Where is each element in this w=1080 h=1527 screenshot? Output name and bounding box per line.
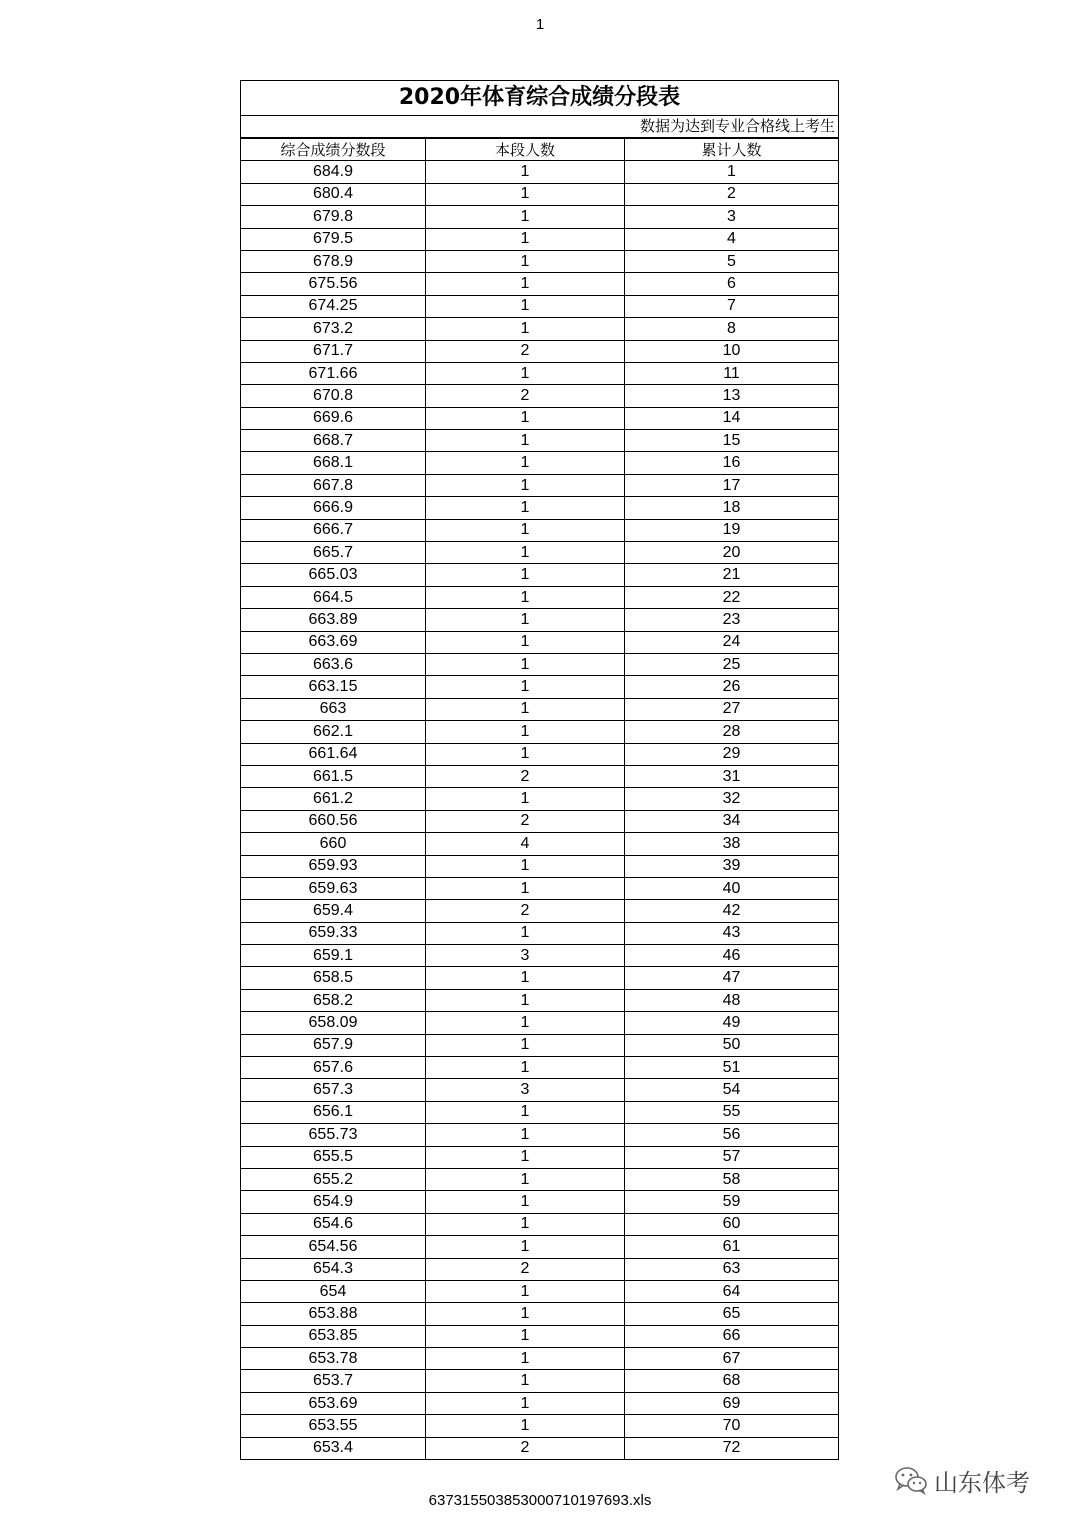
score-cell: 658.5 [241, 967, 426, 989]
score-cell: 674.25 [241, 295, 426, 317]
score-cell: 660.56 [241, 810, 426, 832]
table-row [241, 1348, 838, 1370]
table-row [241, 967, 838, 989]
count-cell: 1 [426, 609, 625, 631]
table-row [241, 833, 838, 855]
count-cell: 1 [426, 721, 625, 743]
cumulative-cell: 57 [625, 1146, 839, 1168]
score-cell: 684.9 [241, 161, 426, 183]
count-cell: 2 [426, 810, 625, 832]
score-cell: 661.2 [241, 788, 426, 810]
cumulative-cell: 51 [625, 1057, 839, 1079]
count-cell: 1 [426, 407, 625, 429]
table-row [241, 340, 838, 362]
count-cell: 1 [426, 1415, 625, 1437]
score-cell: 679.5 [241, 228, 426, 250]
score-cell: 659.4 [241, 900, 426, 922]
count-cell: 1 [426, 989, 625, 1011]
count-cell: 1 [426, 1280, 625, 1302]
table-row [241, 586, 838, 608]
cumulative-cell: 27 [625, 698, 839, 720]
table-row [241, 945, 838, 967]
score-cell: 667.8 [241, 474, 426, 496]
cumulative-cell: 25 [625, 653, 839, 675]
cumulative-cell: 38 [625, 833, 839, 855]
cumulative-cell: 63 [625, 1258, 839, 1280]
table-row [241, 989, 838, 1011]
cumulative-cell: 50 [625, 1034, 839, 1056]
cumulative-cell: 8 [625, 318, 839, 340]
score-table [241, 138, 838, 1459]
score-cell: 670.8 [241, 385, 426, 407]
score-cell: 665.7 [241, 542, 426, 564]
table-row [241, 1370, 838, 1392]
score-cell: 658.2 [241, 989, 426, 1011]
cumulative-cell: 46 [625, 945, 839, 967]
cumulative-cell: 2 [625, 183, 839, 205]
table-row [241, 318, 838, 340]
cumulative-cell: 68 [625, 1370, 839, 1392]
count-cell: 1 [426, 273, 625, 295]
table-row [241, 810, 838, 832]
cumulative-cell: 24 [625, 631, 839, 653]
score-cell: 655.2 [241, 1168, 426, 1190]
count-cell: 1 [426, 1101, 625, 1123]
score-cell: 668.7 [241, 430, 426, 452]
count-cell: 1 [426, 1168, 625, 1190]
count-cell: 1 [426, 586, 625, 608]
cumulative-cell: 72 [625, 1437, 839, 1459]
cumulative-cell: 39 [625, 855, 839, 877]
count-cell: 1 [426, 877, 625, 899]
table-row [241, 900, 838, 922]
count-cell: 1 [426, 564, 625, 586]
cumulative-cell: 47 [625, 967, 839, 989]
count-cell: 1 [426, 250, 625, 272]
score-cell: 654.9 [241, 1191, 426, 1213]
count-cell: 1 [426, 698, 625, 720]
cumulative-cell: 21 [625, 564, 839, 586]
score-cell: 656.1 [241, 1101, 426, 1123]
score-cell: 659.63 [241, 877, 426, 899]
table-row [241, 877, 838, 899]
table-row [241, 228, 838, 250]
score-table-sheet [240, 80, 839, 1460]
score-cell: 653.7 [241, 1370, 426, 1392]
count-cell: 3 [426, 945, 625, 967]
count-cell: 1 [426, 497, 625, 519]
cumulative-cell: 69 [625, 1392, 839, 1414]
score-cell: 653.88 [241, 1303, 426, 1325]
score-cell: 661.64 [241, 743, 426, 765]
score-cell: 663.15 [241, 676, 426, 698]
score-cell: 668.1 [241, 452, 426, 474]
cumulative-cell: 54 [625, 1079, 839, 1101]
cumulative-cell: 55 [625, 1101, 839, 1123]
score-cell: 659.1 [241, 945, 426, 967]
page-number: 1 [535, 16, 545, 33]
score-cell: 653.55 [241, 1415, 426, 1437]
table-row [241, 1168, 838, 1190]
cumulative-cell: 14 [625, 407, 839, 429]
score-cell: 669.6 [241, 407, 426, 429]
table-row [241, 385, 838, 407]
count-cell: 2 [426, 900, 625, 922]
count-cell: 1 [426, 542, 625, 564]
count-cell: 2 [426, 1437, 625, 1459]
table-row [241, 721, 838, 743]
count-cell: 2 [426, 385, 625, 407]
table-row [241, 1101, 838, 1123]
table-note: 数据为达到专业合格线上考生 [241, 116, 838, 138]
cumulative-cell: 66 [625, 1325, 839, 1347]
cumulative-cell: 5 [625, 250, 839, 272]
table-row [241, 519, 838, 541]
cumulative-cell: 42 [625, 900, 839, 922]
table-row [241, 609, 838, 631]
table-row [241, 206, 838, 228]
count-cell: 1 [426, 1191, 625, 1213]
score-cell: 659.93 [241, 855, 426, 877]
cumulative-cell: 65 [625, 1303, 839, 1325]
count-cell: 1 [426, 1236, 625, 1258]
cumulative-cell: 6 [625, 273, 839, 295]
cumulative-cell: 1 [625, 161, 839, 183]
count-cell: 1 [426, 1034, 625, 1056]
header-row [241, 139, 838, 161]
score-cell: 671.66 [241, 362, 426, 384]
score-cell: 666.9 [241, 497, 426, 519]
score-cell: 662.1 [241, 721, 426, 743]
table-row [241, 1034, 838, 1056]
count-cell: 1 [426, 474, 625, 496]
table-row [241, 631, 838, 653]
count-cell: 1 [426, 228, 625, 250]
cumulative-cell: 28 [625, 721, 839, 743]
watermark-text: 山东体考 [934, 1468, 1030, 1497]
cumulative-cell: 48 [625, 989, 839, 1011]
cumulative-cell: 34 [625, 810, 839, 832]
score-cell: 660 [241, 833, 426, 855]
table-row [241, 295, 838, 317]
count-cell: 1 [426, 743, 625, 765]
cumulative-cell: 15 [625, 430, 839, 452]
count-cell: 2 [426, 765, 625, 787]
table-row [241, 1191, 838, 1213]
count-cell: 1 [426, 1012, 625, 1034]
table-row [241, 474, 838, 496]
score-cell: 663.89 [241, 609, 426, 631]
file-name: 637315503853000710197693.xls [428, 1492, 652, 1509]
score-cell: 679.8 [241, 206, 426, 228]
count-cell: 1 [426, 1303, 625, 1325]
cumulative-cell: 16 [625, 452, 839, 474]
table-row [241, 407, 838, 429]
cumulative-cell: 19 [625, 519, 839, 541]
table-row [241, 1146, 838, 1168]
score-cell: 654.56 [241, 1236, 426, 1258]
count-cell: 1 [426, 161, 625, 183]
table-row [241, 273, 838, 295]
count-cell: 1 [426, 295, 625, 317]
score-cell: 657.9 [241, 1034, 426, 1056]
score-cell: 659.33 [241, 922, 426, 944]
table-row [241, 161, 838, 183]
count-cell: 1 [426, 362, 625, 384]
score-cell: 655.5 [241, 1146, 426, 1168]
table-row [241, 564, 838, 586]
table-row [241, 1057, 838, 1079]
score-cell: 665.03 [241, 564, 426, 586]
count-cell: 1 [426, 676, 625, 698]
score-cell: 661.5 [241, 765, 426, 787]
table-row [241, 922, 838, 944]
count-cell: 1 [426, 855, 625, 877]
cumulative-cell: 26 [625, 676, 839, 698]
table-row [241, 1079, 838, 1101]
count-cell: 4 [426, 833, 625, 855]
column-header-cumulative: 累计人数 [625, 139, 839, 161]
count-cell: 3 [426, 1079, 625, 1101]
cumulative-cell: 61 [625, 1236, 839, 1258]
cumulative-cell: 3 [625, 206, 839, 228]
score-cell: 653.4 [241, 1437, 426, 1459]
cumulative-cell: 70 [625, 1415, 839, 1437]
cumulative-cell: 59 [625, 1191, 839, 1213]
table-row [241, 1236, 838, 1258]
cumulative-cell: 4 [625, 228, 839, 250]
table-row [241, 1012, 838, 1034]
score-cell: 663.69 [241, 631, 426, 653]
score-cell: 671.7 [241, 340, 426, 362]
score-cell: 666.7 [241, 519, 426, 541]
cumulative-cell: 58 [625, 1168, 839, 1190]
cumulative-cell: 56 [625, 1124, 839, 1146]
table-row [241, 362, 838, 384]
score-cell: 653.78 [241, 1348, 426, 1370]
score-cell: 657.3 [241, 1079, 426, 1101]
cumulative-cell: 31 [625, 765, 839, 787]
table-row [241, 1124, 838, 1146]
count-cell: 1 [426, 206, 625, 228]
count-cell: 1 [426, 1370, 625, 1392]
cumulative-cell: 7 [625, 295, 839, 317]
table-row [241, 1325, 838, 1347]
count-cell: 1 [426, 430, 625, 452]
score-cell: 673.2 [241, 318, 426, 340]
score-cell: 654 [241, 1280, 426, 1302]
count-cell: 1 [426, 519, 625, 541]
table-row [241, 653, 838, 675]
count-cell: 2 [426, 1258, 625, 1280]
score-cell: 680.4 [241, 183, 426, 205]
count-cell: 1 [426, 183, 625, 205]
table-row [241, 452, 838, 474]
table-row [241, 1437, 838, 1459]
count-cell: 2 [426, 340, 625, 362]
cumulative-cell: 11 [625, 362, 839, 384]
count-cell: 1 [426, 922, 625, 944]
score-cell: 654.3 [241, 1258, 426, 1280]
count-cell: 1 [426, 1325, 625, 1347]
table-row [241, 788, 838, 810]
count-cell: 1 [426, 788, 625, 810]
cumulative-cell: 13 [625, 385, 839, 407]
count-cell: 1 [426, 1057, 625, 1079]
cumulative-cell: 60 [625, 1213, 839, 1235]
column-header-score: 综合成绩分数段 [241, 139, 426, 161]
score-cell: 655.73 [241, 1124, 426, 1146]
cumulative-cell: 64 [625, 1280, 839, 1302]
table-row [241, 765, 838, 787]
score-cell: 678.9 [241, 250, 426, 272]
table-row [241, 497, 838, 519]
cumulative-cell: 32 [625, 788, 839, 810]
table-title: 2020年体育综合成绩分段表 [241, 81, 838, 116]
table-row [241, 1258, 838, 1280]
count-cell: 1 [426, 1348, 625, 1370]
table-row [241, 743, 838, 765]
count-cell: 1 [426, 1392, 625, 1414]
table-row [241, 855, 838, 877]
score-cell: 653.85 [241, 1325, 426, 1347]
count-cell: 1 [426, 1124, 625, 1146]
score-cell: 658.09 [241, 1012, 426, 1034]
table-row [241, 1303, 838, 1325]
table-row [241, 1213, 838, 1235]
score-cell: 675.56 [241, 273, 426, 295]
count-cell: 1 [426, 967, 625, 989]
table-row [241, 676, 838, 698]
cumulative-cell: 10 [625, 340, 839, 362]
cumulative-cell: 22 [625, 586, 839, 608]
cumulative-cell: 17 [625, 474, 839, 496]
count-cell: 1 [426, 653, 625, 675]
table-row [241, 183, 838, 205]
score-cell: 653.69 [241, 1392, 426, 1414]
count-cell: 1 [426, 1146, 625, 1168]
count-cell: 1 [426, 631, 625, 653]
count-cell: 1 [426, 318, 625, 340]
count-cell: 1 [426, 452, 625, 474]
cumulative-cell: 49 [625, 1012, 839, 1034]
score-cell: 664.5 [241, 586, 426, 608]
cumulative-cell: 43 [625, 922, 839, 944]
table-body [241, 161, 838, 1459]
cumulative-cell: 20 [625, 542, 839, 564]
count-cell: 1 [426, 1213, 625, 1235]
table-row [241, 430, 838, 452]
cumulative-cell: 18 [625, 497, 839, 519]
wechat-icon [894, 1465, 928, 1495]
cumulative-cell: 23 [625, 609, 839, 631]
score-cell: 663.6 [241, 653, 426, 675]
table-row [241, 1415, 838, 1437]
table-row [241, 698, 838, 720]
cumulative-cell: 67 [625, 1348, 839, 1370]
cumulative-cell: 40 [625, 877, 839, 899]
score-cell: 654.6 [241, 1213, 426, 1235]
table-row [241, 542, 838, 564]
score-cell: 657.6 [241, 1057, 426, 1079]
table-row [241, 1392, 838, 1414]
cumulative-cell: 29 [625, 743, 839, 765]
score-cell: 663 [241, 698, 426, 720]
table-row [241, 1280, 838, 1302]
column-header-count: 本段人数 [426, 139, 625, 161]
table-row [241, 250, 838, 272]
